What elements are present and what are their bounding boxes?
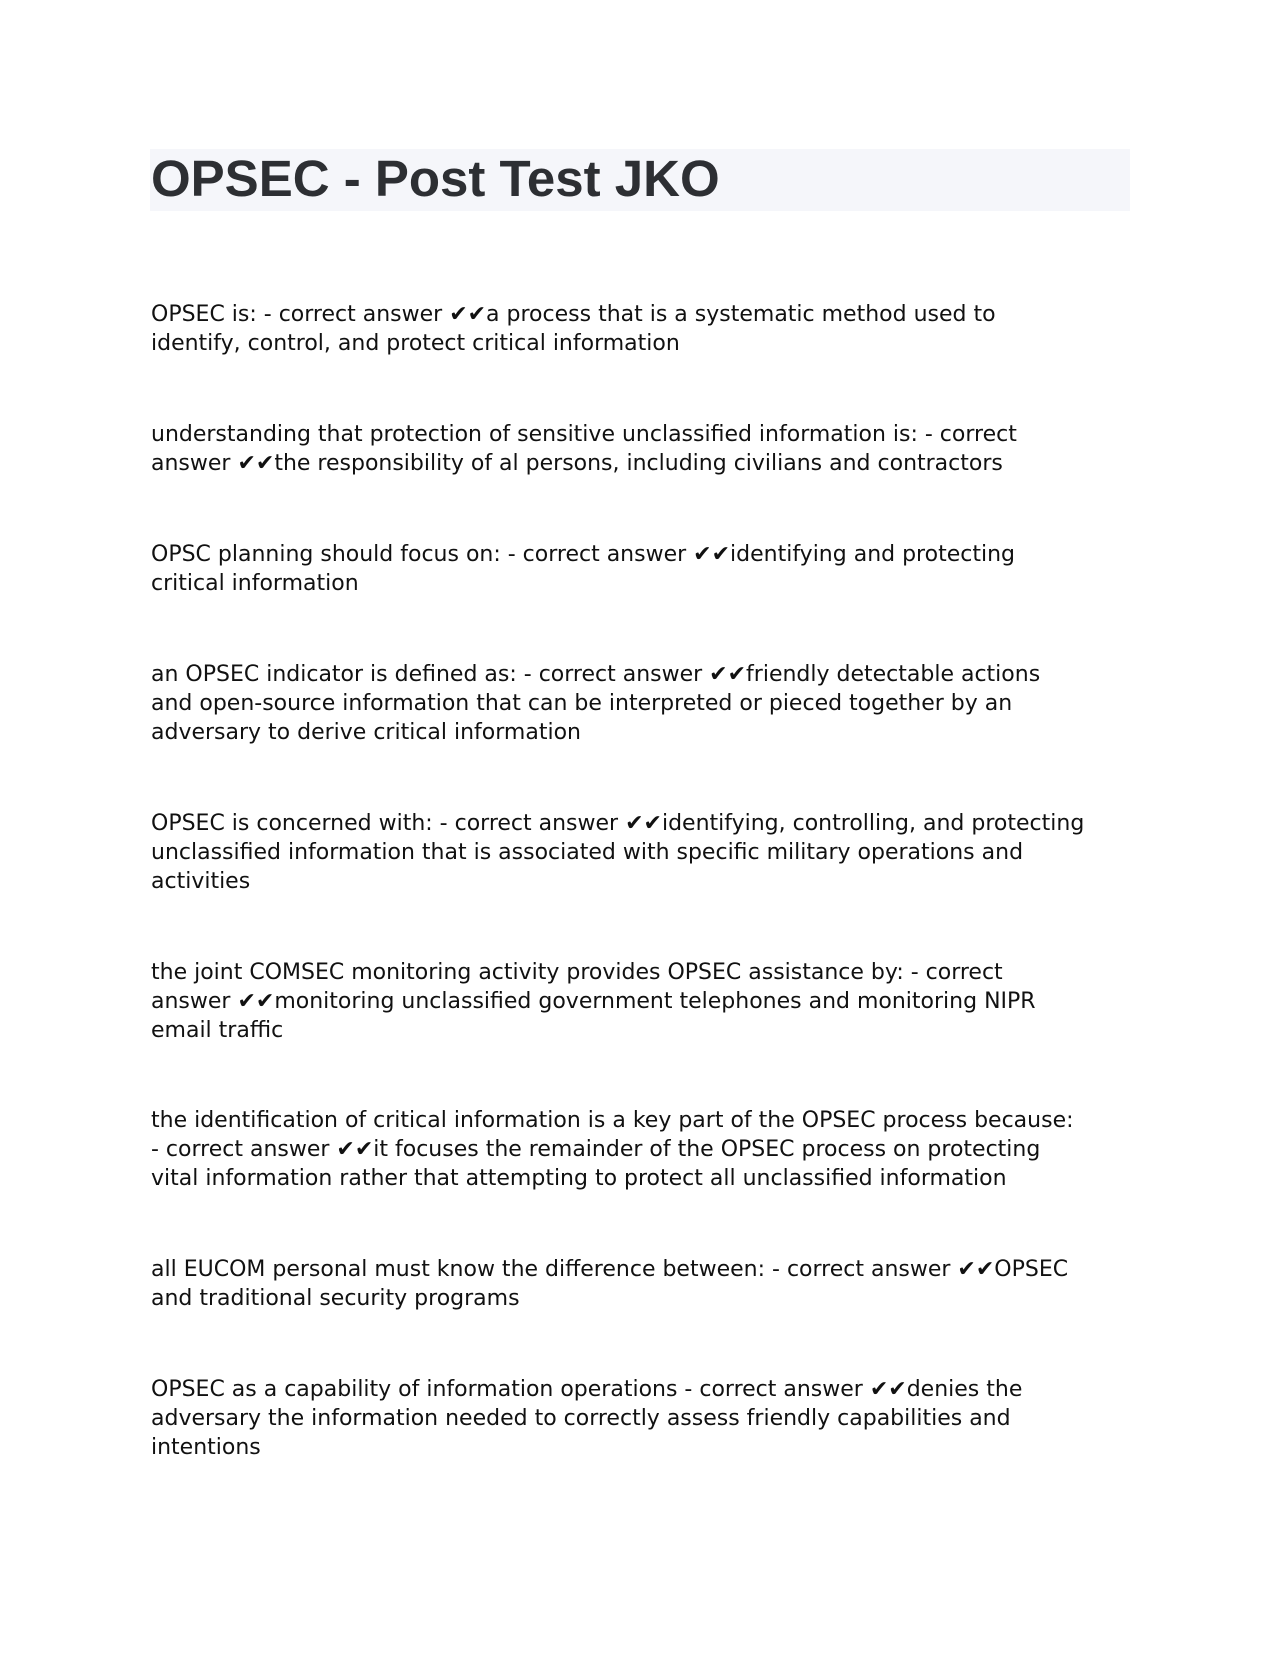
page-title: OPSEC - Post Test JKO bbox=[151, 150, 720, 207]
qa-item-7: the identification of critical information is a key part of the OPSEC process because: - correct answer ✔✔it focuses the remainder of the OPSEC process on protecting vital information rather that attempting to protect all unclassified information bbox=[151, 1108, 1074, 1191]
qa-item-6: the joint COMSEC monitoring activity provides OPSEC assistance by: - correct answer ✔✔monitoring unclassified government telephones and monitoring NIPR email traffic bbox=[151, 960, 1036, 1043]
qa-item-1: OPSEC is: - correct answer ✔✔a process that is a systematic method used to identify, control, and protect critical information bbox=[151, 302, 996, 356]
qa-item-3: OPSC planning should focus on: - correct answer ✔✔identifying and protecting critical information bbox=[151, 542, 1015, 596]
qa-item-9: OPSEC as a capability of information operations - correct answer ✔✔denies the adversary the information needed to correctly assess friendly capabilities and intentions bbox=[151, 1377, 1023, 1460]
qa-item-2: understanding that protection of sensitive unclassified information is: - correct answer ✔✔the responsibility of al persons, including civilians and contractors bbox=[151, 422, 1017, 476]
qa-item-8: all EUCOM personal must know the difference between: - correct answer ✔✔OPSEC and traditional security programs bbox=[151, 1257, 1069, 1311]
qa-item-5: OPSEC is concerned with: - correct answer ✔✔identifying, controlling, and protecting unclassified information that is associated with specific military operations and activities bbox=[151, 811, 1085, 894]
qa-item-4: an OPSEC indicator is defined as: - correct answer ✔✔friendly detectable actions and open-source information that can be interpreted or pieced together by an adversary to derive critical information bbox=[151, 662, 1041, 745]
